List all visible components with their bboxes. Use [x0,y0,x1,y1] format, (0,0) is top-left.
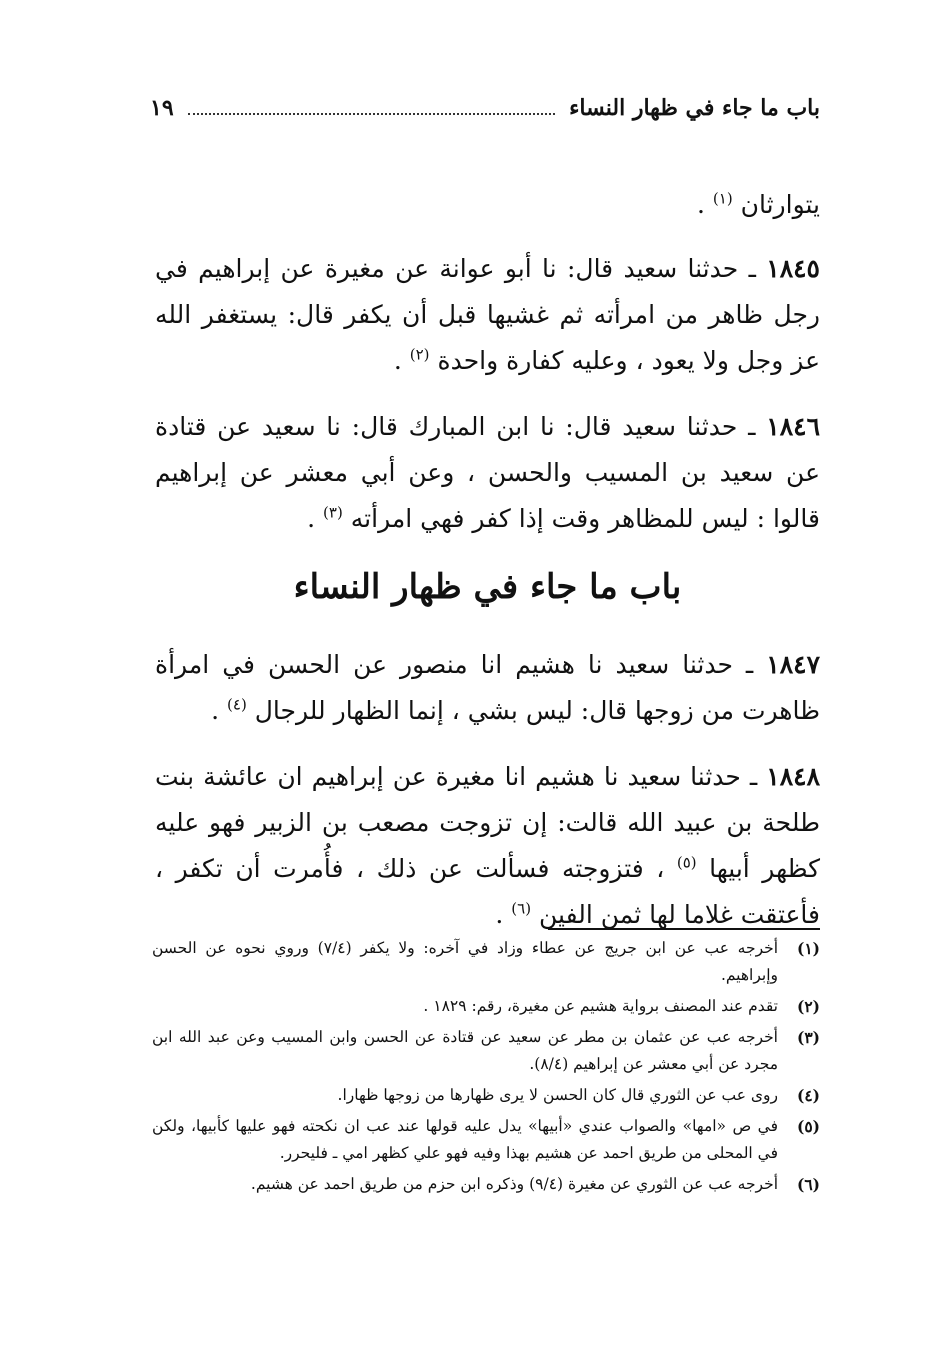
footnotes [152,935,820,1202]
page-number: ١٩ [150,95,174,121]
paragraph-continuation [155,182,820,228]
hadith-number: ١٨٤٨ [766,762,820,791]
hadith-1848 [155,754,820,938]
footnote [152,1082,820,1109]
footnote-text: تقدم عند المصنف برواية هشيم عن مغيرة، رقم: ١٨٢٩ . [423,997,778,1015]
paragraph-text-continued: ، فتزوجته فسألت عن ذلك ، فأُمرت أن تكفر ، فأعتقت غلاما لها ثمن الفين [155,854,820,929]
header-dotted-leader [188,113,555,115]
paragraph-end: . [696,190,705,219]
hadith-1845 [155,246,820,384]
footnote [152,935,820,989]
paragraph-text: ـ حدثنا سعيد قال: نا أبو عوانة عن مغيرة عن إبراهيم في رجل ظاهر من امرأته ثم غشيها قبل أن يكفر قال: يستغفر الله عز وجل ولا يعود ، وعليه كفارة واحدة [155,254,820,375]
footnote-text: أخرجه عب عن ابن جريج عن عطاء وزاد في آخره: ولا يكفر (٧/٤) وروي نحوه عن الحسن وإبراهيم. [152,939,779,984]
section-heading: باب ما جاء في ظهار النساء [293,567,682,607]
paragraph-end: . [307,504,316,533]
footnote-separator [548,928,820,930]
footnote [152,1113,820,1167]
main-text [155,182,820,958]
running-header [150,88,820,128]
hadith-number: ١٨٤٦ [766,412,820,441]
hadith-1846 [155,404,820,542]
footnote-ref: (٢) [409,345,430,364]
footnote-ref: (١) [712,189,733,208]
paragraph-end: . [393,346,402,375]
hadith-number: ١٨٤٥ [766,254,820,283]
running-header-title: باب ما جاء في ظهار النساء [569,95,820,121]
paragraph-text: ـ حدثنا سعيد نا هشيم انا مغيرة عن إبراهيم ان عائشة بنت طلحة بن عبيد الله قالت: إن تزوجت مصعب بن الزبير فهو عليه كظهر أبيها [155,762,820,883]
footnote-number: (٢) [796,997,820,1016]
footnote-ref: (٣) [323,503,343,522]
footnote-text: أخرجه عب عن عثمان بن مطر عن سعيد عن قتادة عن الحسن وابن المسيب وعن عبد الله ابن مجرد عن أبي معشر عن إبراهيم (٨/٤). [152,1028,778,1073]
footnote-number: (٤) [796,1086,820,1105]
footnote-ref: (٦) [511,899,532,918]
footnote-number: (٥) [796,1117,820,1136]
footnote [152,1024,820,1078]
hadith-number: ١٨٤٧ [766,650,820,679]
footnote-ref: (٤) [227,695,247,714]
footnote-ref: (٥) [676,853,697,872]
footnote-text: في ص «امها» والصواب عندي «أبيها» يدل عليه قولها عند عب ان نكحته فهو عليها كأبيها، ولكن في المحلى من طريق احمد عن هشيم بهذا وفيه فهو علي كظهر امي ـ فليحرر. [152,1117,778,1162]
paragraph-text: ـ حدثنا سعيد نا هشيم انا منصور عن الحسن في امرأة ظاهرت من زوجها قال: ليس بشي ، إنما الظهار للرجال [155,650,820,725]
footnote-text: أخرجه عب عن الثوري عن مغيرة (٩/٤) وذكره ابن حزم من طريق احمد عن هشيم. [250,1175,778,1193]
footnote-number: (١) [796,939,820,958]
footnote-number: (٣) [796,1028,820,1047]
paragraph-end: . [211,696,220,725]
hadith-1847 [155,642,820,734]
footnote-text: روى عب عن الثوري قال كان الحسن لا يرى ظهارها من زوجها ظهارا. [337,1086,778,1104]
paragraph-text: ـ حدثنا سعيد قال: نا ابن المبارك قال: نا سعيد عن قتادة عن سعيد بن المسيب والحسن ، وعن أبي معشر عن إبراهيم قالوا : ليس للمظاهر وقت إذا كفر فهي امرأته [155,412,820,533]
paragraph-text: يتوارثان [740,190,820,219]
footnote [152,993,820,1020]
footnote-number: (٦) [796,1175,820,1194]
footnote [152,1171,820,1198]
paragraph-end: . [495,900,504,929]
